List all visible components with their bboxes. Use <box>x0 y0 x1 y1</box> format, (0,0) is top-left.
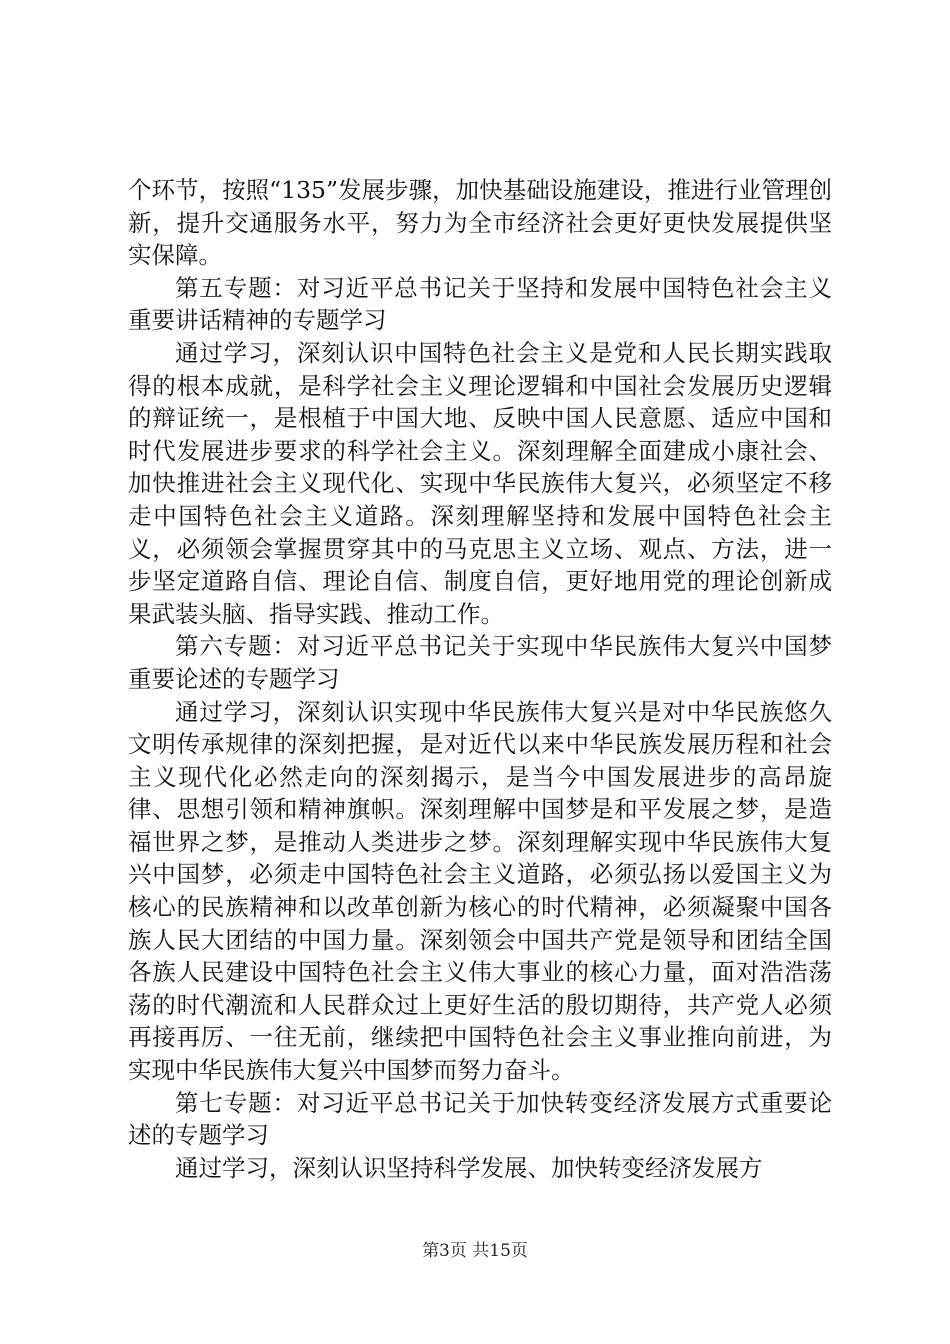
page-footer <box>0 1239 950 1263</box>
document-body <box>128 174 832 1184</box>
section-heading-5: 第五专题：对习近平总书记关于坚持和发展中国特色社会主义重要讲话精神的专题学习 <box>128 273 832 335</box>
page-number-label: 第3页 共15页 <box>422 1241 528 1261</box>
paragraph-section-7: 通过学习，深刻认识坚持科学发展、加快转变经济发展方 <box>175 1153 763 1182</box>
paragraph-section-6: 通过学习，深刻认识实现中华民族伟大复兴是对中华民族悠久文明传承规律的深刻把握，是对近代以来中华民族发展历程和社会主义现代化必然走向的深刻揭示，是当今中国发展进步的高昂旋律、思想引领和精神旗帜。深刻理解中国梦是和平发展之梦，是造福世界之梦，是推动人类进步之梦。深刻理解实现中华民族伟大复兴中国梦，必须走中国特色社会主义道路，必须弘扬以爱国主义为核心的民族精神和以改革创新为核心的时代精神，必须凝聚中国各族人民大团结的中国力量。深刻领会中国共产党是领导和团结全国各族人民建设中国特色社会主义伟大事业的核心力量，面对浩浩荡荡的时代潮流和人民群众过上更好生活的殷切期待，共产党人必须再接再厉、一往无前，继续把中国特色社会主义事业推向前进，为实现中华民族伟大复兴中国梦而努力奋斗。 <box>128 697 832 1085</box>
section-heading-7: 第七专题：对习近平总书记关于加快转变经济发展方式重要论述的专题学习 <box>128 1088 832 1150</box>
paragraph-section-5: 通过学习，深刻认识中国特色社会主义是党和人民长期实践取得的根本成就，是科学社会主义理论逻辑和中国社会发展历史逻辑的辩证统一，是根植于中国大地、反映中国人民意愿、适应中国和时代发展进步要求的科学社会主义。深刻理解全面建成小康社会、加快推进社会主义现代化、实现中华民族伟大复兴，必须坚定不移走中国特色社会主义道路。深刻理解坚持和发展中国特色社会主义，必须领会掌握贯穿其中的马克思主义立场、观点、方法，进一步坚定道路自信、理论自信、制度自信，更好地用党的理论创新成果武装头脑、指导实践、推动工作。 <box>128 338 832 628</box>
paragraph-continuation: 个环节，按照“135”发展步骤，加快基础设施建设，推进行业管理创新，提升交通服务水平，努力为全市经济社会更好更快发展提供坚实保障。 <box>128 176 832 270</box>
section-heading-6: 第六专题：对习近平总书记关于实现中华民族伟大复兴中国梦重要论述的专题学习 <box>128 632 832 693</box>
